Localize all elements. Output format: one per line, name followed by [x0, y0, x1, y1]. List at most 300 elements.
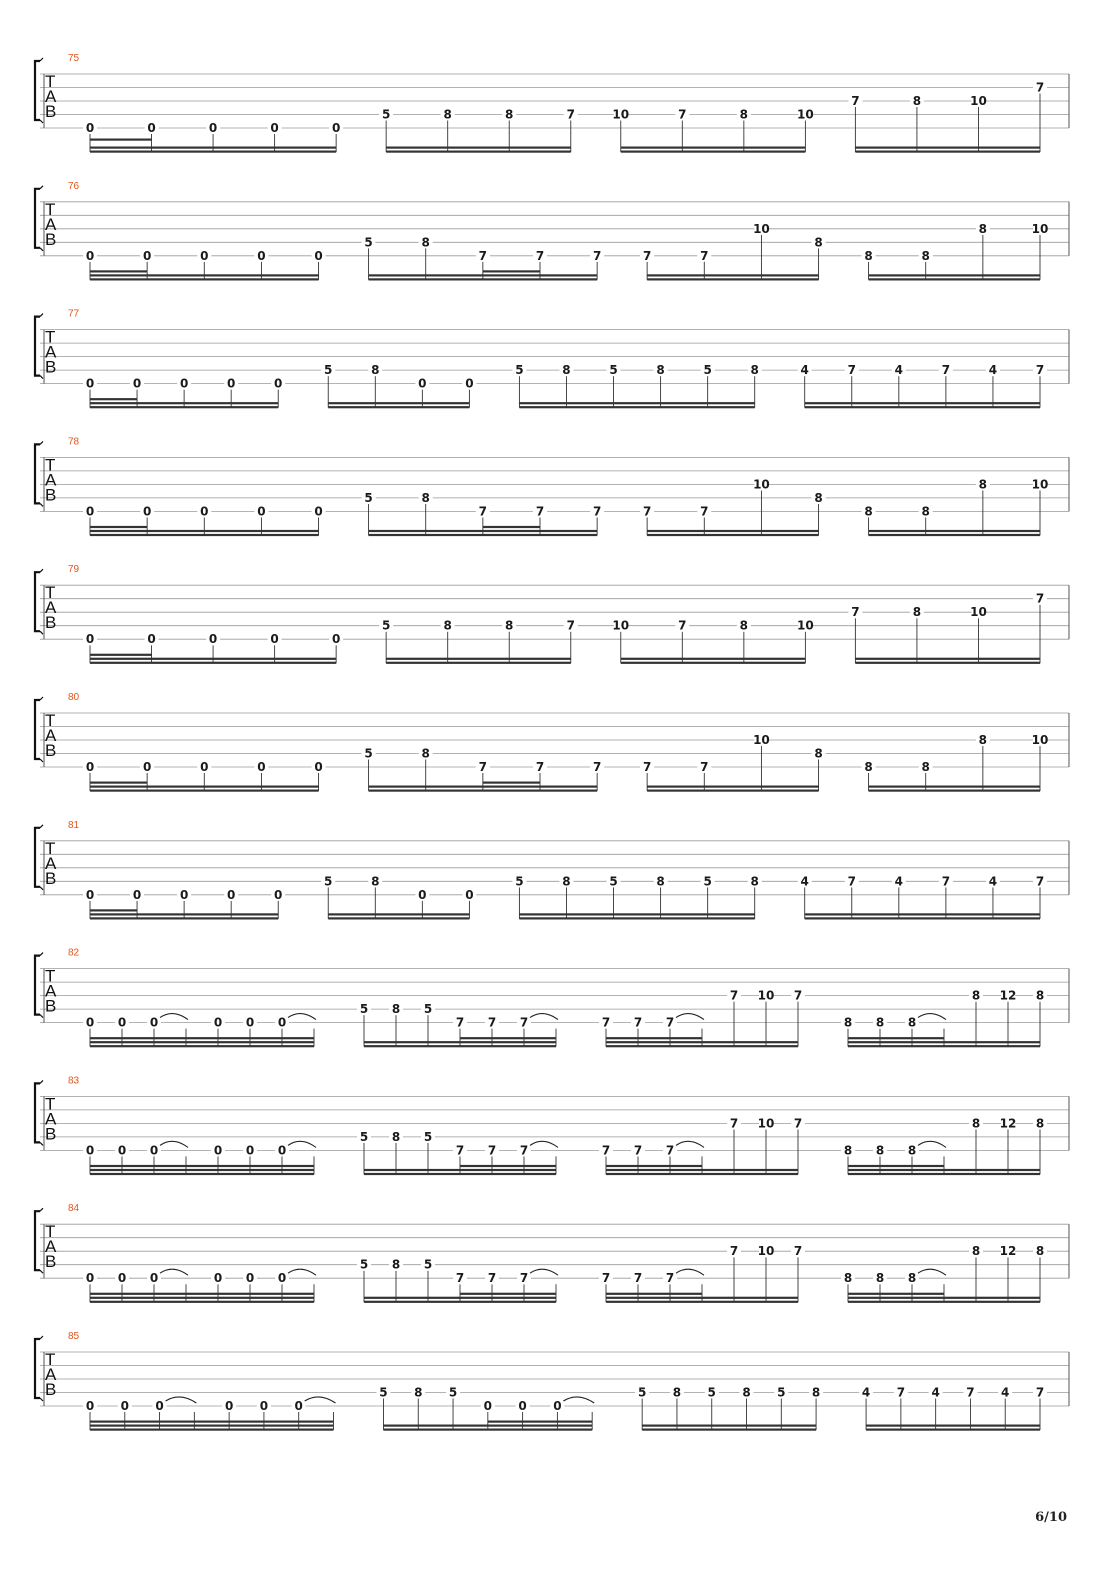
fret-number: 0: [213, 1143, 223, 1158]
brace-tip: [40, 759, 43, 762]
fret-number: 10: [1031, 221, 1049, 236]
tab-clef-letter: B: [45, 102, 57, 121]
beam-primary: [90, 1429, 333, 1431]
fret-number: 8: [921, 504, 930, 519]
fret-number: 0: [155, 1399, 164, 1413]
fret-number: 10: [797, 107, 814, 122]
fret-number: 10: [1031, 733, 1049, 747]
tab-clef-letter: B: [45, 868, 57, 888]
beam-secondary: [90, 913, 278, 915]
fret-number: 7: [793, 988, 803, 1003]
fret-number: 7: [793, 1116, 803, 1131]
beam-primary: [90, 1045, 314, 1047]
beam-primary: [364, 1301, 556, 1303]
brace-tip: [40, 825, 43, 828]
system-brace: [35, 444, 40, 503]
fret-number: 7: [1035, 1385, 1045, 1400]
fret-number: 5: [381, 107, 391, 122]
fret-number: 7: [729, 988, 739, 1003]
fret-number: 8: [875, 1015, 885, 1030]
fret-number: 0: [418, 887, 427, 902]
beam-primary: [805, 406, 1040, 408]
tab-clef-letter: B: [45, 1124, 57, 1144]
fret-number: 5: [359, 1129, 369, 1144]
fret-number: 0: [277, 1271, 287, 1286]
beam-primary: [383, 1429, 592, 1431]
tab-clef-letter: A: [45, 342, 57, 362]
beam-primary: [805, 917, 1040, 919]
beam-secondary: [869, 786, 1040, 788]
page-number: 6/10: [1035, 1510, 1067, 1525]
beam-secondary: [364, 1041, 556, 1043]
fret-number: 0: [465, 376, 474, 391]
beam-primary: [369, 534, 598, 536]
beam-sub: [848, 1165, 944, 1167]
beam-primary: [369, 278, 598, 280]
fret-number: 7: [642, 504, 652, 519]
tie-arc: [530, 1269, 558, 1275]
fret-number: 5: [609, 363, 618, 378]
beam-sub: [90, 398, 137, 400]
fret-number: 4: [894, 874, 904, 889]
beam-primary: [606, 1173, 798, 1175]
tab-clef-letter: B: [45, 229, 57, 249]
fret-number: 7: [601, 1271, 611, 1286]
fret-number: 7: [847, 363, 856, 378]
fret-number: 7: [847, 874, 856, 889]
fret-number: 8: [912, 605, 922, 620]
beam-secondary: [621, 658, 806, 660]
fret-number: 7: [665, 1143, 675, 1158]
brace-tip: [40, 314, 43, 317]
tab-clef-letter: A: [45, 1237, 57, 1257]
fret-number: 8: [443, 618, 452, 633]
brace-tip: [40, 631, 43, 634]
fret-number: 0: [117, 1271, 127, 1286]
tab-clef-letter: T: [45, 966, 56, 986]
tab-clef-letter: A: [45, 1109, 57, 1129]
beam-sub: [483, 270, 540, 272]
fret-number: 0: [257, 248, 266, 263]
fret-number: 7: [678, 107, 687, 122]
tab-system: [35, 436, 1069, 536]
tab-system: [35, 53, 1069, 153]
beam-secondary: [369, 530, 598, 532]
fret-number: 8: [371, 363, 380, 378]
fret-number: 0: [85, 248, 95, 263]
fret-number: 0: [553, 1399, 562, 1413]
measure-number: 85: [68, 1331, 80, 1342]
fret-number: 8: [811, 1385, 821, 1400]
fret-number: 7: [478, 760, 488, 774]
system-brace: [35, 572, 40, 631]
beam-primary: [866, 1429, 1040, 1431]
fret-number: 8: [864, 760, 873, 774]
beam-secondary: [90, 658, 336, 660]
tab-clef-letter: B: [45, 741, 57, 760]
fret-number: 0: [85, 1271, 95, 1286]
tab-clef-letter: A: [45, 1365, 57, 1384]
fret-number: 0: [200, 248, 209, 263]
fret-number: 7: [592, 504, 602, 519]
tab-clef-letter: A: [45, 726, 57, 745]
beam-primary: [90, 790, 319, 792]
beam-secondary: [90, 147, 336, 149]
fret-number: 10: [797, 618, 814, 633]
beam-sub: [90, 139, 152, 141]
fret-number: 8: [971, 1116, 981, 1131]
fret-number: 7: [665, 1271, 675, 1286]
beam-secondary: [386, 147, 571, 149]
fret-number: 7: [851, 605, 860, 620]
fret-number: 8: [921, 760, 930, 774]
tab-clef-letter: T: [45, 455, 56, 475]
fret-number: 5: [364, 746, 373, 761]
fret-number: 7: [455, 1015, 465, 1030]
tab-clef-letter: B: [45, 1380, 57, 1399]
fret-number: 0: [314, 760, 323, 774]
fret-number: 4: [800, 874, 809, 889]
fret-number: 0: [85, 1015, 95, 1030]
beam-primary: [90, 406, 278, 408]
fret-number: 0: [85, 760, 95, 774]
fret-number: 0: [245, 1015, 255, 1030]
beam-secondary: [855, 658, 1040, 660]
fret-number: 0: [257, 504, 266, 519]
tab-system: [35, 181, 1069, 281]
brace-tip: [40, 1015, 43, 1018]
beam-sub: [606, 1293, 702, 1295]
system-brace: [35, 1339, 40, 1398]
system-brace: [35, 956, 40, 1015]
fret-number: 0: [518, 1399, 527, 1413]
fret-number: 7: [941, 874, 951, 889]
brace-tip: [40, 1336, 43, 1339]
beam-secondary: [647, 530, 818, 532]
beam-primary: [90, 151, 336, 153]
fret-number: 5: [364, 490, 373, 505]
brace-tip: [40, 376, 43, 379]
brace-tip: [40, 1208, 43, 1211]
fret-number: 5: [379, 1385, 388, 1400]
tab-clef-letter: A: [45, 981, 57, 1001]
fret-number: 8: [391, 1002, 401, 1017]
fret-number: 8: [1035, 988, 1045, 1003]
fret-number: 10: [757, 1244, 775, 1259]
brace-tip: [40, 441, 43, 444]
fret-number: 5: [423, 1129, 433, 1144]
fret-number: 0: [200, 504, 209, 519]
tie-arc: [305, 1397, 336, 1403]
fret-number: 7: [478, 248, 488, 263]
fret-number: 7: [896, 1385, 906, 1400]
beam-secondary: [848, 1041, 1040, 1043]
fret-number: 8: [739, 618, 749, 633]
fret-number: 7: [535, 248, 545, 263]
fret-number: 8: [864, 248, 873, 263]
fret-number: 8: [843, 1271, 853, 1286]
fret-number: 5: [515, 363, 524, 378]
beam-secondary: [90, 786, 319, 788]
beam-primary: [606, 1045, 798, 1047]
beam-primary: [855, 151, 1040, 153]
fret-number: 0: [465, 887, 474, 902]
beam-primary: [869, 278, 1040, 280]
fret-number: 7: [566, 107, 575, 122]
fret-number: 7: [700, 504, 709, 519]
fret-number: 8: [1035, 1116, 1045, 1131]
fret-number: 0: [270, 121, 279, 135]
fret-number: 0: [213, 1271, 223, 1286]
fret-number: 0: [142, 504, 152, 519]
beam-primary: [621, 151, 806, 153]
fret-number: 5: [359, 1257, 369, 1272]
fret-number: 10: [612, 618, 630, 633]
tie-arc: [918, 1014, 946, 1020]
tab-clef-letter: T: [45, 72, 56, 91]
fret-number: 0: [132, 887, 142, 902]
fret-number: 0: [226, 887, 236, 902]
beam-secondary: [606, 1169, 798, 1171]
tab-system: [35, 309, 1069, 409]
beam-secondary: [90, 1425, 333, 1427]
fret-number: 7: [1035, 874, 1045, 889]
fret-number: 0: [142, 760, 152, 774]
beam-primary: [328, 917, 469, 919]
system-brace: [35, 61, 40, 120]
fret-number: 8: [971, 988, 981, 1003]
beam-secondary: [805, 402, 1040, 404]
brace-tip: [40, 1270, 43, 1273]
tab-clef-letter: A: [45, 853, 57, 873]
brace-tip: [40, 1398, 43, 1401]
fret-number: 0: [149, 1271, 159, 1286]
fret-number: 8: [391, 1257, 401, 1272]
fret-number: 4: [861, 1385, 871, 1400]
fret-number: 0: [259, 1399, 269, 1413]
fret-number: 7: [487, 1271, 497, 1286]
fret-number: 5: [324, 363, 333, 378]
tab-clef-letter: T: [45, 327, 56, 347]
tab-clef-letter: T: [45, 199, 56, 219]
beam-primary: [386, 662, 571, 664]
fret-number: 7: [1035, 591, 1045, 606]
fret-number: 0: [274, 376, 283, 391]
fret-number: 0: [277, 1015, 287, 1030]
fret-number: 8: [391, 1129, 401, 1144]
beam-primary: [606, 1301, 798, 1303]
fret-number: 0: [120, 1399, 129, 1413]
beam-secondary: [90, 402, 278, 404]
beam-primary: [855, 662, 1040, 664]
tab-clef-letter: B: [45, 1252, 57, 1272]
beam-primary: [647, 534, 818, 536]
fret-number: 12: [999, 988, 1017, 1003]
beam-sub: [90, 782, 147, 784]
brace-tip: [40, 186, 43, 189]
beam-sub: [606, 1037, 702, 1039]
tab-clef-letter: A: [45, 87, 57, 106]
tab-clef-letter: B: [45, 996, 57, 1016]
beam-primary: [90, 278, 319, 280]
fret-number: 8: [371, 874, 380, 889]
fret-number: 0: [149, 1015, 159, 1030]
brace-tip: [40, 887, 43, 890]
fret-number: 0: [200, 760, 209, 774]
fret-number: 10: [753, 733, 770, 747]
fret-number: 5: [448, 1385, 458, 1400]
fret-number: 0: [85, 632, 95, 647]
fret-number: 0: [245, 1143, 255, 1158]
fret-number: 0: [418, 376, 427, 391]
fret-number: 0: [85, 121, 95, 135]
fret-number: 10: [612, 107, 630, 122]
tab-clef-letter: A: [45, 598, 57, 618]
fret-number: 8: [907, 1143, 917, 1158]
fret-number: 7: [519, 1015, 529, 1030]
fret-number: 8: [739, 107, 749, 122]
fret-number: 7: [700, 248, 709, 263]
fret-number: 0: [294, 1399, 303, 1413]
fret-number: 8: [907, 1015, 917, 1030]
beam-sub: [483, 782, 540, 784]
tab-clef-letter: T: [45, 1222, 56, 1242]
fret-number: 0: [257, 760, 266, 774]
fret-number: 0: [274, 887, 283, 902]
fret-number: 0: [277, 1143, 287, 1158]
tab-system: [35, 820, 1069, 920]
beam-secondary: [606, 1297, 798, 1299]
fret-number: 8: [421, 746, 430, 761]
fret-number: 8: [750, 363, 759, 378]
fret-number: 8: [978, 221, 988, 236]
beam-sub: [90, 270, 147, 272]
tab-clef-letter: A: [45, 470, 57, 490]
tie-arc: [918, 1141, 946, 1147]
fret-number: 0: [85, 1399, 95, 1413]
beam-secondary: [647, 786, 818, 788]
fret-number: 0: [224, 1399, 234, 1413]
fret-number: 10: [1031, 477, 1049, 492]
beam-secondary: [90, 274, 319, 276]
fret-number: 0: [85, 887, 95, 902]
beam-secondary: [869, 530, 1040, 532]
fret-number: 5: [637, 1385, 647, 1400]
fret-number: 12: [999, 1244, 1017, 1259]
beam-primary: [848, 1301, 1040, 1303]
tab-clef-letter: T: [45, 1350, 56, 1369]
fret-number: 0: [213, 1015, 223, 1030]
system-brace: [35, 1211, 40, 1270]
beam-primary: [642, 1429, 816, 1431]
fret-number: 0: [208, 121, 218, 135]
fret-number: 0: [245, 1271, 255, 1286]
fret-number: 5: [381, 618, 391, 633]
measure-number: 79: [68, 564, 80, 576]
tab-clef-letter: T: [45, 711, 56, 730]
system-brace: [35, 828, 40, 887]
fret-number: 0: [270, 632, 279, 647]
fret-number: 0: [85, 1143, 95, 1158]
beam-sub: [90, 1165, 314, 1167]
fret-number: 5: [515, 874, 524, 889]
fret-number: 7: [793, 1244, 803, 1259]
brace-tip: [40, 58, 43, 61]
fret-number: 7: [642, 248, 652, 263]
beam-secondary: [642, 1425, 816, 1427]
fret-number: 8: [656, 363, 665, 378]
beam-primary: [647, 278, 818, 280]
fret-number: 8: [742, 1385, 751, 1400]
fret-number: 8: [562, 874, 571, 889]
fret-number: 8: [672, 1385, 682, 1400]
fret-number: 5: [703, 363, 712, 378]
beam-sub: [90, 1037, 314, 1039]
fret-number: 5: [609, 874, 618, 889]
fret-number: 7: [601, 1015, 611, 1030]
fret-number: 4: [931, 1385, 940, 1400]
fret-number: 8: [443, 107, 452, 122]
beam-primary: [90, 1173, 314, 1175]
fret-number: 10: [970, 94, 987, 108]
beam-primary: [90, 1301, 314, 1303]
tab-system: [35, 1203, 1069, 1303]
fret-number: 7: [633, 1271, 643, 1286]
fret-number: 8: [505, 107, 514, 122]
fret-number: 0: [314, 248, 323, 263]
fret-number: 8: [978, 733, 988, 747]
fret-number: 7: [665, 1015, 675, 1030]
fret-number: 10: [753, 477, 770, 492]
brace-tip: [40, 1080, 43, 1083]
fret-number: 0: [226, 376, 236, 391]
fret-number: 8: [907, 1271, 917, 1286]
fret-number: 4: [800, 363, 809, 378]
tie-arc: [676, 1014, 704, 1020]
fret-number: 7: [700, 760, 709, 774]
fret-number: 8: [421, 235, 430, 250]
fret-number: 4: [988, 874, 998, 889]
tab-clef-letter: T: [45, 838, 56, 858]
fret-number: 7: [519, 1143, 529, 1158]
fret-number: 7: [566, 618, 575, 633]
tie-arc: [160, 1014, 188, 1020]
fret-number: 8: [864, 504, 873, 519]
tie-arc: [676, 1269, 704, 1275]
fret-number: 0: [314, 504, 323, 519]
beam-secondary: [364, 1169, 556, 1171]
fret-number: 0: [149, 1143, 159, 1158]
fret-number: 0: [147, 121, 156, 135]
fret-number: 7: [455, 1143, 465, 1158]
beam-secondary: [90, 1041, 314, 1043]
measure-number: 75: [68, 53, 80, 64]
fret-number: 8: [656, 874, 665, 889]
fret-number: 4: [988, 363, 998, 378]
beam-sub: [460, 1037, 556, 1039]
fret-number: 0: [142, 248, 152, 263]
tie-arc: [288, 1269, 316, 1275]
beam-primary: [519, 406, 754, 408]
fret-number: 7: [592, 760, 602, 774]
beam-secondary: [848, 1297, 1040, 1299]
fret-number: 7: [487, 1143, 497, 1158]
brace-tip: [40, 120, 43, 123]
fret-number: 5: [423, 1002, 433, 1017]
fret-number: 8: [414, 1385, 423, 1400]
beam-sub: [606, 1165, 702, 1167]
fret-number: 8: [505, 618, 514, 633]
